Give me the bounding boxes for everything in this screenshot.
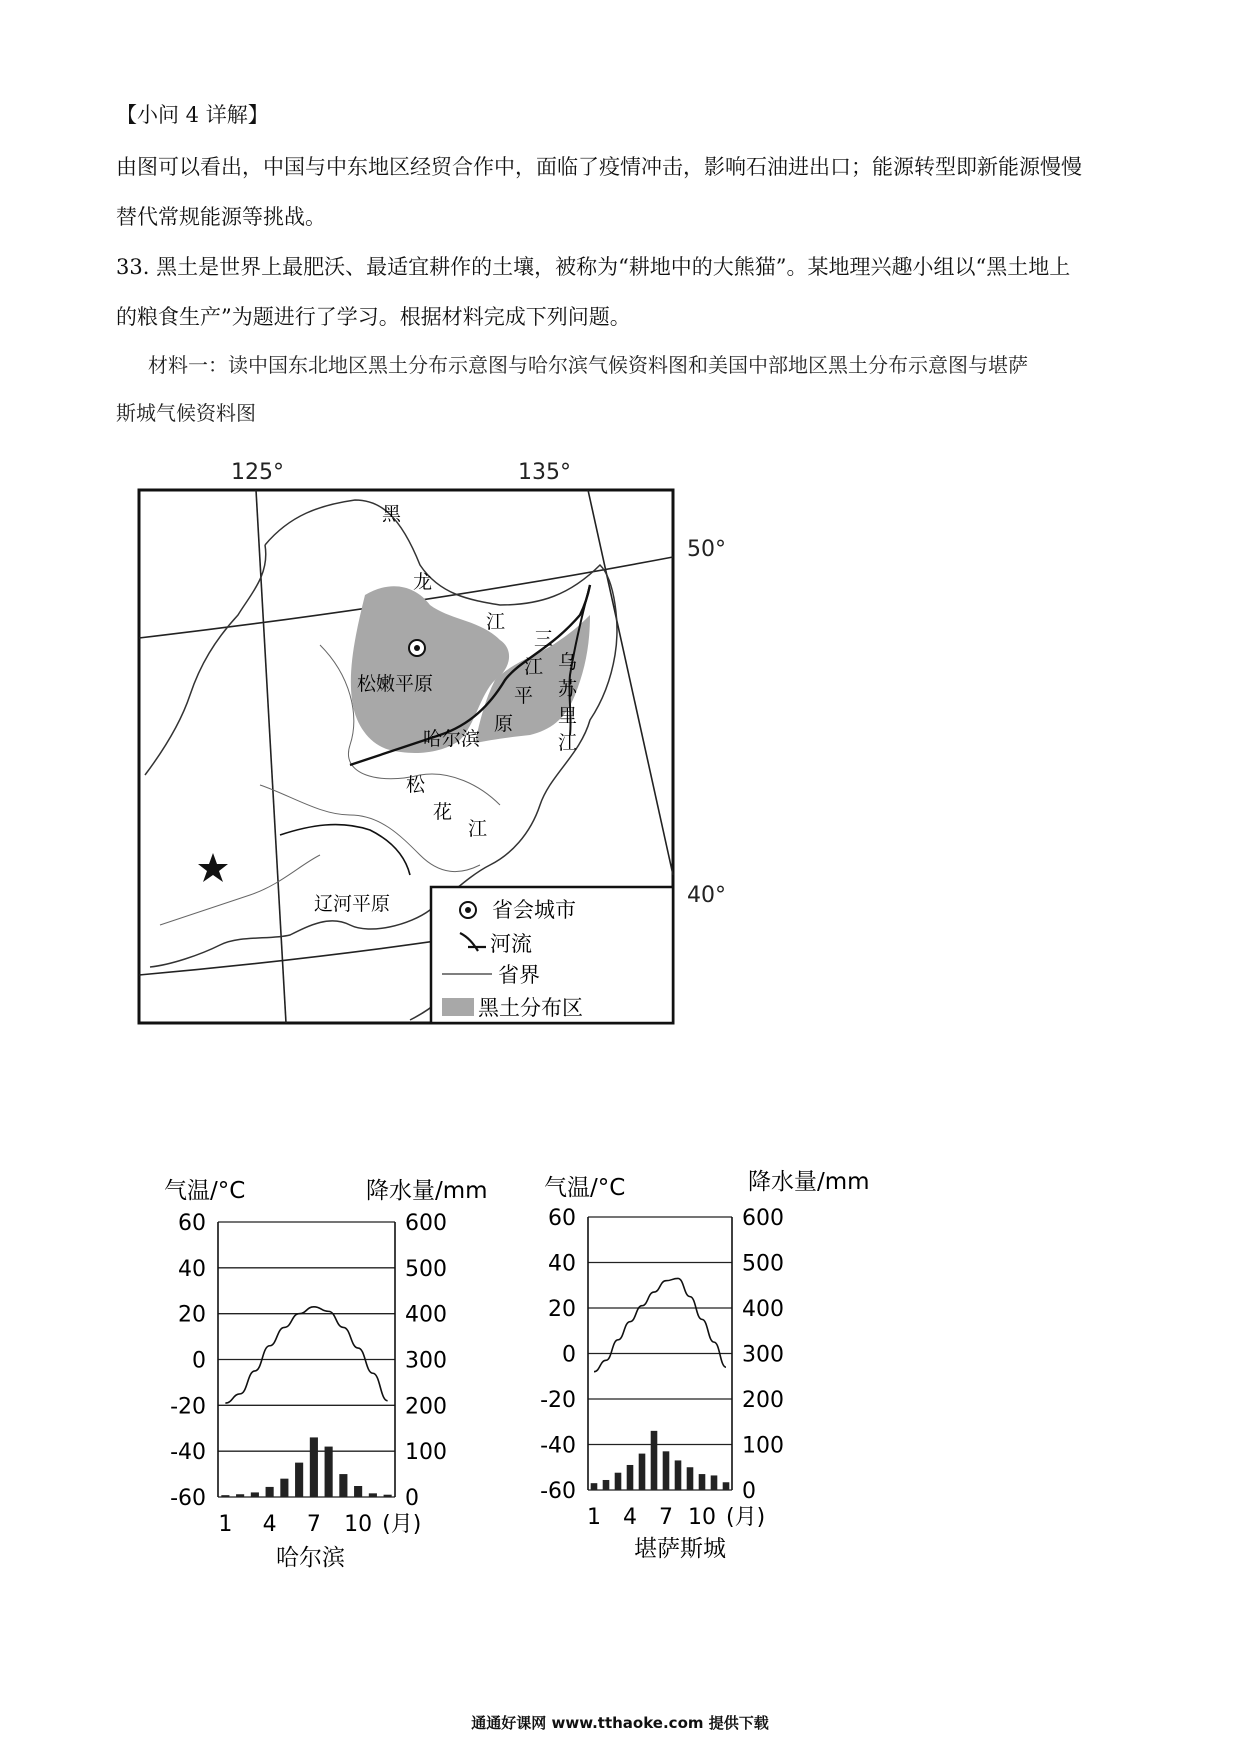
month-tick-label: 4 (623, 1505, 637, 1530)
label-jiang-sanjiang: 江 (524, 656, 544, 678)
precip-tick-label: 200 (742, 1388, 784, 1413)
precip-tick-label: 400 (405, 1302, 447, 1328)
precip-bar (369, 1493, 377, 1497)
temp-tick-label: -20 (170, 1394, 206, 1420)
label-san: 三 (534, 628, 554, 650)
precip-bar (295, 1463, 303, 1497)
precip-tick-label: 600 (405, 1211, 447, 1236)
legend-border-label: 省界 (498, 963, 540, 987)
precip-tick-label: 200 (405, 1394, 447, 1420)
chart-title-kansas-city: 堪萨斯城 (634, 1536, 726, 1562)
month-tick-label: 1 (218, 1512, 233, 1537)
precip-tick-label: 600 (742, 1206, 784, 1231)
precip-tick-label: 0 (742, 1479, 756, 1504)
temp-tick-label: 20 (178, 1302, 206, 1328)
temp-axis-label: 气温/°C (544, 1175, 626, 1201)
month-tick-label: 7 (659, 1505, 673, 1530)
lat-label-50: 50° (687, 537, 726, 562)
precip-tick-label: 400 (742, 1297, 784, 1322)
precip-tick-label: 300 (742, 1342, 784, 1368)
precip-bar (339, 1474, 347, 1497)
material-line-2: 斯城气候资料图 (116, 401, 256, 425)
harbin-climate-chart (150, 1170, 510, 1590)
temperature-line (594, 1278, 726, 1371)
precip-bar (310, 1437, 318, 1497)
label-li: 里 (558, 705, 578, 727)
precip-bar (236, 1494, 244, 1497)
label-liaohe-plain: 辽河平原 (314, 893, 391, 915)
label-songnen-plain: 松嫩平原 (357, 673, 434, 695)
temp-tick-label: -40 (170, 1440, 206, 1466)
precip-bar (675, 1460, 682, 1490)
page-footer: 通通好课网 www.tthaoke.com 提供下载 (471, 1714, 769, 1732)
legend-blacksoil-swatch (442, 998, 474, 1016)
lon-label-135: 135° (518, 460, 571, 485)
legend-river-label: 河流 (490, 932, 532, 956)
month-unit-label: (月) (726, 1505, 766, 1530)
chart-title-harbin: 哈尔滨 (276, 1545, 345, 1571)
temp-tick-label: -60 (170, 1486, 206, 1511)
precip-bar (651, 1431, 658, 1490)
precip-tick-label: 100 (742, 1433, 784, 1459)
month-tick-label: 4 (262, 1512, 277, 1537)
legend-capital-dot (465, 907, 471, 913)
precip-tick-label: 0 (405, 1486, 419, 1511)
legend-capital-label: 省会城市 (492, 898, 576, 922)
temp-tick-label: 40 (548, 1251, 576, 1277)
precip-bar (591, 1483, 598, 1490)
precip-axis-label: 降水量/mm (748, 1169, 870, 1195)
question-line-2: 的粮食生产”为题进行了学习。根据材料完成下列问题。 (116, 305, 631, 329)
temp-tick-label: 60 (548, 1206, 576, 1231)
precip-bar (663, 1451, 670, 1490)
precip-bar (280, 1479, 288, 1497)
month-unit-label: (月) (382, 1512, 422, 1537)
temp-tick-label: -60 (540, 1479, 576, 1504)
temp-tick-label: 20 (548, 1297, 576, 1322)
precip-bar (711, 1475, 718, 1490)
answer-paragraph-line-1: 由图可以看出，中国与中东地区经贸合作中，面临了疫情冲击，影响石油进出口；能源转型即新能源慢慢 (116, 155, 1082, 179)
temperature-line (225, 1307, 387, 1403)
precip-bar (384, 1495, 392, 1497)
label-yuan: 原 (494, 713, 514, 735)
temp-tick-label: 0 (192, 1348, 206, 1374)
temp-tick-label: 60 (178, 1211, 206, 1236)
material-line-1: 材料一：读中国东北地区黑土分布示意图与哈尔滨气候资料图和美国中部地区黑土分布示意图与堪萨 (148, 353, 1028, 377)
precip-bar (251, 1492, 259, 1497)
lat-label-40: 40° (687, 883, 726, 908)
question-line-1: 33. 黑土是世界上最肥沃、最适宜耕作的土壤，被称为“耕地中的大熊猫”。某地理兴趣小组以“黑土地上 (116, 255, 1071, 279)
label-hua: 花 (433, 801, 453, 823)
label-jiang-songhua: 江 (468, 818, 488, 840)
precip-bar (639, 1454, 646, 1490)
temp-tick-label: 0 (562, 1342, 576, 1368)
month-tick-label: 7 (306, 1512, 321, 1537)
kansas-city-climate-chart (530, 1165, 890, 1585)
month-tick-label: 1 (587, 1505, 601, 1530)
precip-bar (699, 1474, 706, 1490)
precip-bar (325, 1447, 333, 1497)
legend-blacksoil-label: 黑土分布区 (478, 996, 583, 1020)
section-heading: 【小问 4 详解】 (116, 103, 269, 127)
precip-tick-label: 500 (742, 1251, 784, 1277)
precip-bar (354, 1486, 362, 1497)
precip-axis-label: 降水量/mm (366, 1178, 488, 1204)
month-tick-label: 10 (688, 1505, 716, 1530)
precip-bar (687, 1467, 694, 1490)
label-song: 松 (406, 774, 426, 796)
temp-tick-label: -20 (540, 1388, 576, 1413)
precip-bar (603, 1480, 610, 1490)
label-jiang-wusuli: 江 (558, 732, 578, 754)
precip-bar (266, 1487, 274, 1497)
temp-tick-label: 40 (178, 1256, 206, 1282)
answer-paragraph-line-2: 替代常规能源等挑战。 (116, 205, 326, 229)
label-wu: 乌 (558, 651, 578, 673)
label-su: 苏 (558, 678, 578, 700)
precip-bar (723, 1482, 730, 1490)
precip-bar (221, 1495, 229, 1497)
precip-tick-label: 100 (405, 1440, 447, 1466)
precip-bar (627, 1465, 634, 1490)
label-jiang-heilong: 江 (486, 611, 506, 633)
temp-tick-label: -40 (540, 1433, 576, 1459)
label-ping: 平 (514, 685, 534, 707)
precip-tick-label: 300 (405, 1348, 447, 1374)
precip-tick-label: 500 (405, 1256, 447, 1282)
temp-axis-label: 气温/°C (164, 1178, 246, 1204)
month-tick-label: 10 (344, 1512, 373, 1537)
precip-bar (615, 1473, 622, 1490)
label-harbin: 哈尔滨 (423, 728, 481, 750)
northeast-china-map (120, 455, 760, 1095)
label-long: 龙 (413, 571, 433, 593)
label-hei: 黑 (382, 503, 402, 525)
harbin-capital-dot (414, 645, 420, 651)
lon-label-125: 125° (231, 460, 284, 485)
